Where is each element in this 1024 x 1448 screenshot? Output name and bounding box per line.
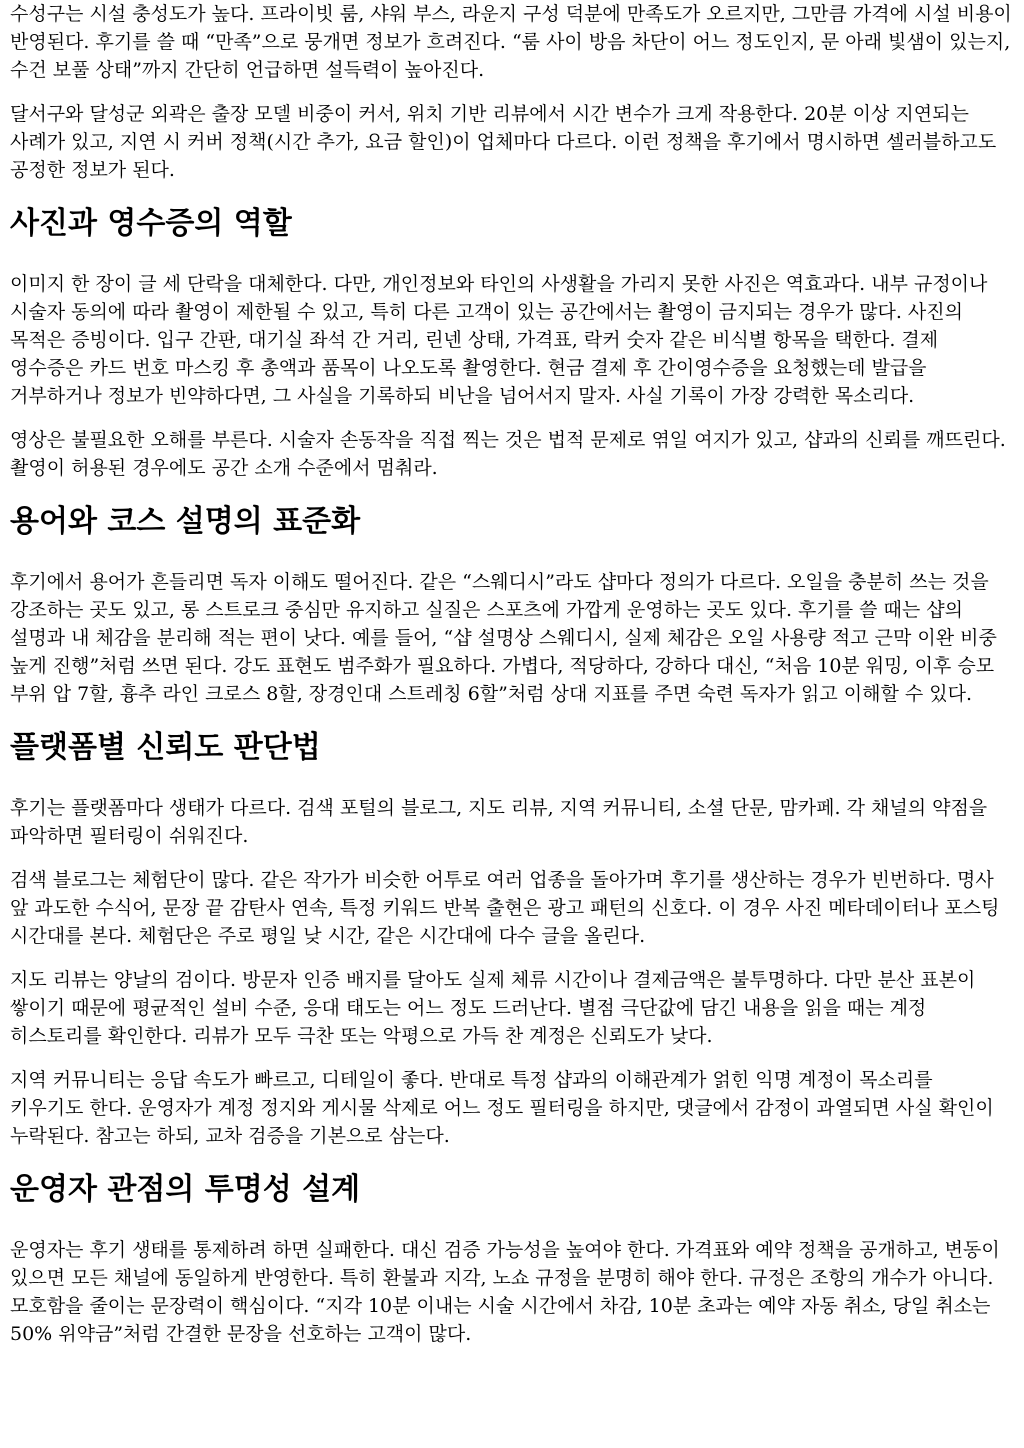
paragraph: 지도 리뷰는 양날의 검이다. 방문자 인증 배지를 달아도 실제 체류 시간이나 결제금액은 불투명하다. 다만 분산 표본이 쌓이기 때문에 평균적인 설비 수준, 응대 태도는 어느 정도 드러난다. 별점 극단값에 담긴 내용을 읽을 때는 계정 히스토리를 확인한다. 리뷰가 모두 극찬 또는 악평으로 가득 찬 계정은 신뢰도가 낮다. bbox=[10, 969, 976, 1047]
section-heading: 플랫폼별 신뢰도 판단법 bbox=[10, 730, 321, 765]
paragraph: 이미지 한 장이 글 세 단락을 대체한다. 다만, 개인정보와 타인의 사생활을 가리지 못한 사진은 역효과다. 내부 규정이나 시술자 동의에 따라 촬영이 제한될 수 있고, 특히 다른 고객이 있는 공간에서는 촬영이 금지되는 경우가 많다. 사진의 목적은 증빙이다. 입구 간판, 대기실 좌석 간 거리, 린넨 상태, 가격표, 락커 숫자 같은 비식별 항목을 택한다. 결제 영수증은 카드 번호 마스킹 후 총액과 품목이 나오도록 촬영한다. 현금 결제 후 간이영수증을 요청했는데 발급을 거부하거나 정보가 빈약하다면, 그 사실을 기록하되 비난을 넘어서지 말자. 사실 기록이 가장 강력한 목소리다. bbox=[10, 273, 988, 407]
paragraph: 후기에서 용어가 흔들리면 독자 이해도 떨어진다. 같은 “스웨디시”라도 샵마다 정의가 다르다. 오일을 충분히 쓰는 것을 강조하는 곳도 있고, 롱 스트로크 중심만 유지하고 실질은 스포츠에 가깝게 운영하는 곳도 있다. 후기를 쓸 때는 샵의 설명과 내 체감을 분리해 적는 편이 낫다. 예를 들어, “샵 설명상 스웨디시, 실제 체감은 오일 사용량 적고 근막 이완 비중 높게 진행”처럼 쓰면 된다. 강도 표현도 범주화가 필요하다. 가볍다, 적당하다, 강하다 대신, “처음 10분 워밍, 이후 승모 부위 압 7할, 흉추 라인 크로스 8할, 장경인대 스트레칭 6할”처럼 상대 지표를 주면 숙련 독자가 읽고 이해할 수 있다. bbox=[10, 571, 997, 705]
paragraph: 검색 블로그는 체험단이 많다. 같은 작가가 비슷한 어투로 여러 업종을 돌아가며 후기를 생산하는 경우가 빈번하다. 명사 앞 과도한 수식어, 문장 끝 감탄사 연속, 특정 키워드 반복 출현은 광고 패턴의 신호다. 이 경우 사진 메타데이터나 포스팅 시간대를 본다. 체험단은 주로 평일 낮 시간, 같은 시간대에 다수 글을 올린다. bbox=[10, 869, 1000, 947]
paragraph: 영상은 불필요한 오해를 부른다. 시술자 손동작을 직접 찍는 것은 법적 문제로 엮일 여지가 있고, 샵과의 신뢰를 깨뜨린다. 촬영이 허용된 경우에도 공간 소개 수준에서 멈춰라. bbox=[10, 429, 1006, 479]
paragraph: 운영자는 후기 생태를 통제하려 하면 실패한다. 대신 검증 가능성을 높여야 한다. 가격표와 예약 정책을 공개하고, 변동이 있으면 모든 채널에 동일하게 반영한다. 특히 환불과 지각, 노쇼 규정을 분명히 해야 한다. 규정은 조항의 개수가 아니다. 모호함을 줄이는 문장력이 핵심이다. “지각 10분 이내는 시술 시간에서 차감, 10분 초과는 예약 자동 취소, 당일 취소는 50% 위약금”처럼 간결한 문장을 선호하는 고객이 많다. bbox=[10, 1239, 1000, 1345]
paragraph: 수성구는 시설 충성도가 높다. 프라이빗 룸, 샤워 부스, 라운지 구성 덕분에 만족도가 오르지만, 그만큼 가격에 시설 비용이 반영된다. 후기를 쓸 때 “만족”으로 뭉개면 정보가 흐려진다. “룸 사이 방음 차단이 어느 정도인지, 문 아래 빛샘이 있는지, 수건 보풀 상태”까지 간단히 언급하면 설득력이 높아진다. bbox=[10, 3, 1012, 81]
section-heading: 사진과 영수증의 역할 bbox=[10, 206, 292, 241]
paragraph: 후기는 플랫폼마다 생태가 다르다. 검색 포털의 블로그, 지도 리뷰, 지역 커뮤니티, 소셜 단문, 맘카페. 각 채널의 약점을 파악하면 필터링이 쉬워진다. bbox=[10, 797, 988, 847]
section-heading: 용어와 코스 설명의 표준화 bbox=[10, 504, 361, 539]
paragraph: 지역 커뮤니티는 응답 속도가 빠르고, 디테일이 좋다. 반대로 특정 샵과의 이해관계가 얽힌 익명 계정이 목소리를 키우기도 한다. 운영자가 계정 정지와 게시물 삭제로 어느 정도 필터링을 하지만, 댓글에서 감정이 과열되면 사실 확인이 누락된다. 참고는 하되, 교차 검증을 기본으로 삼는다. bbox=[10, 1069, 994, 1147]
section-heading: 운영자 관점의 투명성 설계 bbox=[10, 1172, 361, 1207]
paragraph: 달서구와 달성군 외곽은 출장 모델 비중이 커서, 위치 기반 리뷰에서 시간 변수가 크게 작용한다. 20분 이상 지연되는 사례가 있고, 지연 시 커버 정책(시간 추가, 요금 할인)이 업체마다 다르다. 이런 정책을 후기에서 명시하면 셀러블하고도 공정한 정보가 된다. bbox=[10, 103, 997, 181]
